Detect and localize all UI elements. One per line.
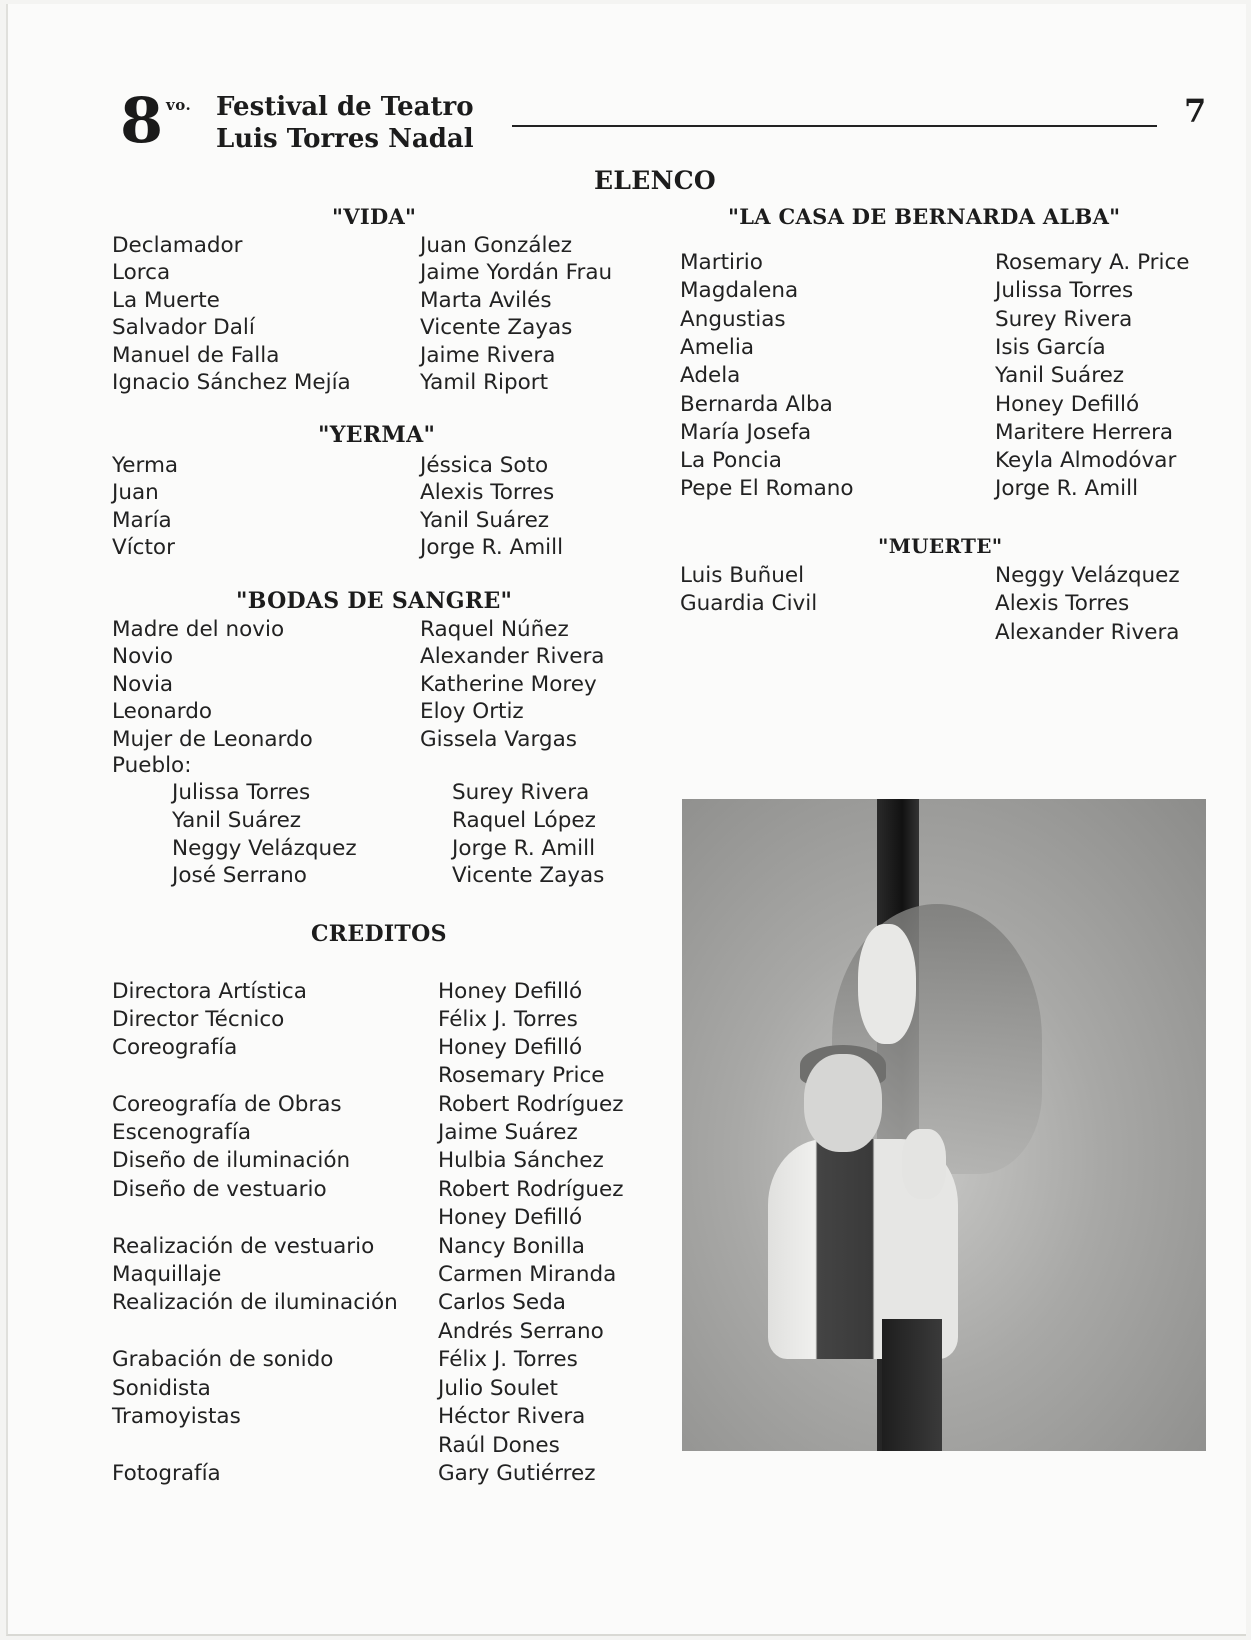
yerma-cast-role: Víctor [112,535,175,561]
credit-name: Jaime Suárez [438,1120,578,1145]
pueblo-cast-role: Yanil Suárez [172,807,302,833]
bodas-title: "BODAS DE SANGRE" [236,588,513,614]
yerma-cast-name: Alexis Torres [420,480,555,506]
pueblo-cast-role: José Serrano [172,863,307,889]
bodas-cast-name: Gissela Vargas [420,726,577,752]
pueblo-cast-name: Raquel López [452,807,596,833]
vida-cast-name: Vicente Zayas [420,315,573,341]
bernarda-cast-role: María Josefa [680,419,812,445]
festival-number-suffix: vo. [166,96,192,114]
credit-role: Grabación de sonido [112,1347,334,1372]
credit-name: Honey Defilló [438,1035,583,1060]
credit-name: Honey Defilló [438,979,583,1004]
vida-cast-role: Salvador Dalí [112,315,255,341]
photo-man-head [804,1054,882,1152]
bernarda-cast-role: Amelia [680,334,755,360]
yerma-cast-name: Jéssica Soto [420,453,549,478]
bernarda-cast-name: Isis García [995,334,1106,360]
bernarda-cast-name: Julissa Torres [995,278,1134,304]
credit-role: Realización de vestuario [112,1234,375,1259]
festival-header [120,84,1210,160]
bernarda-cast-name: Keyla Almodóvar [995,448,1177,474]
vida-cast-role: Lorca [112,260,171,286]
header-rule [512,125,1157,127]
yerma-cast-role: Yerma [112,453,179,478]
credit-role: Coreografía [112,1035,238,1060]
bodas-cast-role: Novia [112,671,174,697]
credit-name: Héctor Rivera [438,1404,586,1429]
festival-title-line1: Festival de Teatro [216,92,474,122]
photo-hand [902,1129,946,1199]
pueblo-cast-name: Surey Rivera [452,780,590,805]
vida-cast-role: La Muerte [112,287,220,313]
vida-cast-role: Ignacio Sánchez Mejía [112,370,351,395]
festival-title-line2: Luis Torres Nadal [216,124,474,154]
credit-name: Robert Rodríguez [438,1092,624,1117]
bernarda-title: "LA CASA DE BERNARDA ALBA" [728,204,1121,229]
vida-cast-role: Declamador [112,233,243,258]
muerte-cast-name: Neggy Velázquez [995,563,1180,588]
bernarda-cast-name: Surey Rivera [995,306,1133,332]
credit-name: Gary Gutiérrez [438,1461,596,1486]
bodas-cast-role: Leonardo [112,699,213,725]
credit-name: Carmen Miranda [438,1262,617,1287]
credit-name: Carlos Seda [438,1290,566,1315]
vida-cast-name: Juan González [420,233,572,258]
pueblo-cast-name: Jorge R. Amill [452,835,596,861]
bodas-cast-name: Alexander Rivera [420,644,605,670]
bernarda-cast-role: Martirio [680,250,763,275]
vida-cast-name: Jaime Yordán Frau [420,260,613,286]
pueblo-cast-role: Neggy Velázquez [172,835,357,861]
pueblo-cast-role: Julissa Torres [172,780,311,805]
bodas-cast-name: Katherine Morey [420,671,597,697]
vida-cast-name: Yamil Riport [420,370,549,395]
yerma-cast-role: María [112,507,172,533]
bodas-cast-role: Madre del novio [112,617,285,642]
vida-cast-role: Manuel de Falla [112,342,280,368]
bodas-cast-role: Novio [112,644,174,670]
credit-name: Julio Soulet [438,1376,558,1401]
bodas-cast-name: Eloy Ortiz [420,699,524,725]
credit-role: Diseño de vestuario [112,1177,327,1202]
credit-name: Félix J. Torres [438,1347,578,1372]
yerma-cast-role: Juan [112,480,159,506]
bernarda-cast-role: Adela [680,363,741,389]
bernarda-cast-name: Rosemary A. Price [995,250,1190,275]
yerma-title: "YERMA" [318,422,436,448]
credit-name: Honey Defilló [438,1205,583,1230]
credit-name: Raúl Dones [438,1433,560,1458]
muerte-cast-name: Alexis Torres [995,591,1130,617]
credit-role: Maquillaje [112,1262,222,1287]
creditos-title: CREDITOS [311,921,447,947]
credit-name: Félix J. Torres [438,1007,578,1032]
pueblo-label: Pueblo: [112,753,192,778]
credit-name: Andrés Serrano [438,1319,604,1344]
bernarda-cast-name: Honey Defilló [995,391,1140,417]
bernarda-cast-role: Angustias [680,306,786,332]
bodas-cast-role: Mujer de Leonardo [112,726,313,752]
muerte-cast-name: Alexander Rivera [995,619,1180,645]
photo-woman-face [858,924,916,1044]
credit-role: Directora Artística [112,979,307,1004]
credit-role: Realización de iluminación [112,1290,398,1315]
vida-title: "VIDA" [332,204,417,229]
yerma-cast-name: Yanil Suárez [420,507,550,533]
program-page [6,4,1246,1636]
credit-name: Nancy Bonilla [438,1234,585,1259]
credit-role: Diseño de iluminación [112,1148,351,1173]
page-number: 7 [1184,92,1207,130]
yerma-cast-name: Jorge R. Amill [420,535,564,561]
muerte-cast-role: Guardia Civil [680,591,818,617]
credit-role: Sonidista [112,1376,211,1401]
credit-role: Director Técnico [112,1007,285,1032]
bernarda-cast-role: La Poncia [680,448,782,474]
vida-cast-name: Marta Avilés [420,287,552,313]
credit-name: Rosemary Price [438,1063,605,1088]
bernarda-cast-role: Pepe El Romano [680,476,854,502]
muerte-title: "MUERTE" [878,534,1003,558]
bernarda-cast-role: Magdalena [680,278,799,304]
bernarda-cast-name: Yanil Suárez [995,363,1125,389]
bodas-cast-name: Raquel Núñez [420,617,569,642]
elenco-title: ELENCO [594,166,717,195]
credit-role: Escenografía [112,1120,251,1145]
bernarda-cast-role: Bernarda Alba [680,391,833,417]
credit-role: Coreografía de Obras [112,1092,342,1117]
vida-cast-name: Jaime Rivera [420,342,556,368]
bernarda-cast-name: Maritere Herrera [995,419,1174,445]
bernarda-cast-name: Jorge R. Amill [995,476,1139,502]
credit-role: Fotografía [112,1461,221,1486]
credit-role: Tramoyistas [112,1404,241,1429]
credit-name: Hulbia Sánchez [438,1148,604,1173]
festival-number: 8 [120,84,164,157]
photo-legs [882,1319,942,1451]
credit-name: Robert Rodríguez [438,1177,624,1202]
performance-photo [682,799,1206,1451]
muerte-cast-role: Luis Buñuel [680,563,805,588]
pueblo-cast-name: Vicente Zayas [452,863,605,889]
